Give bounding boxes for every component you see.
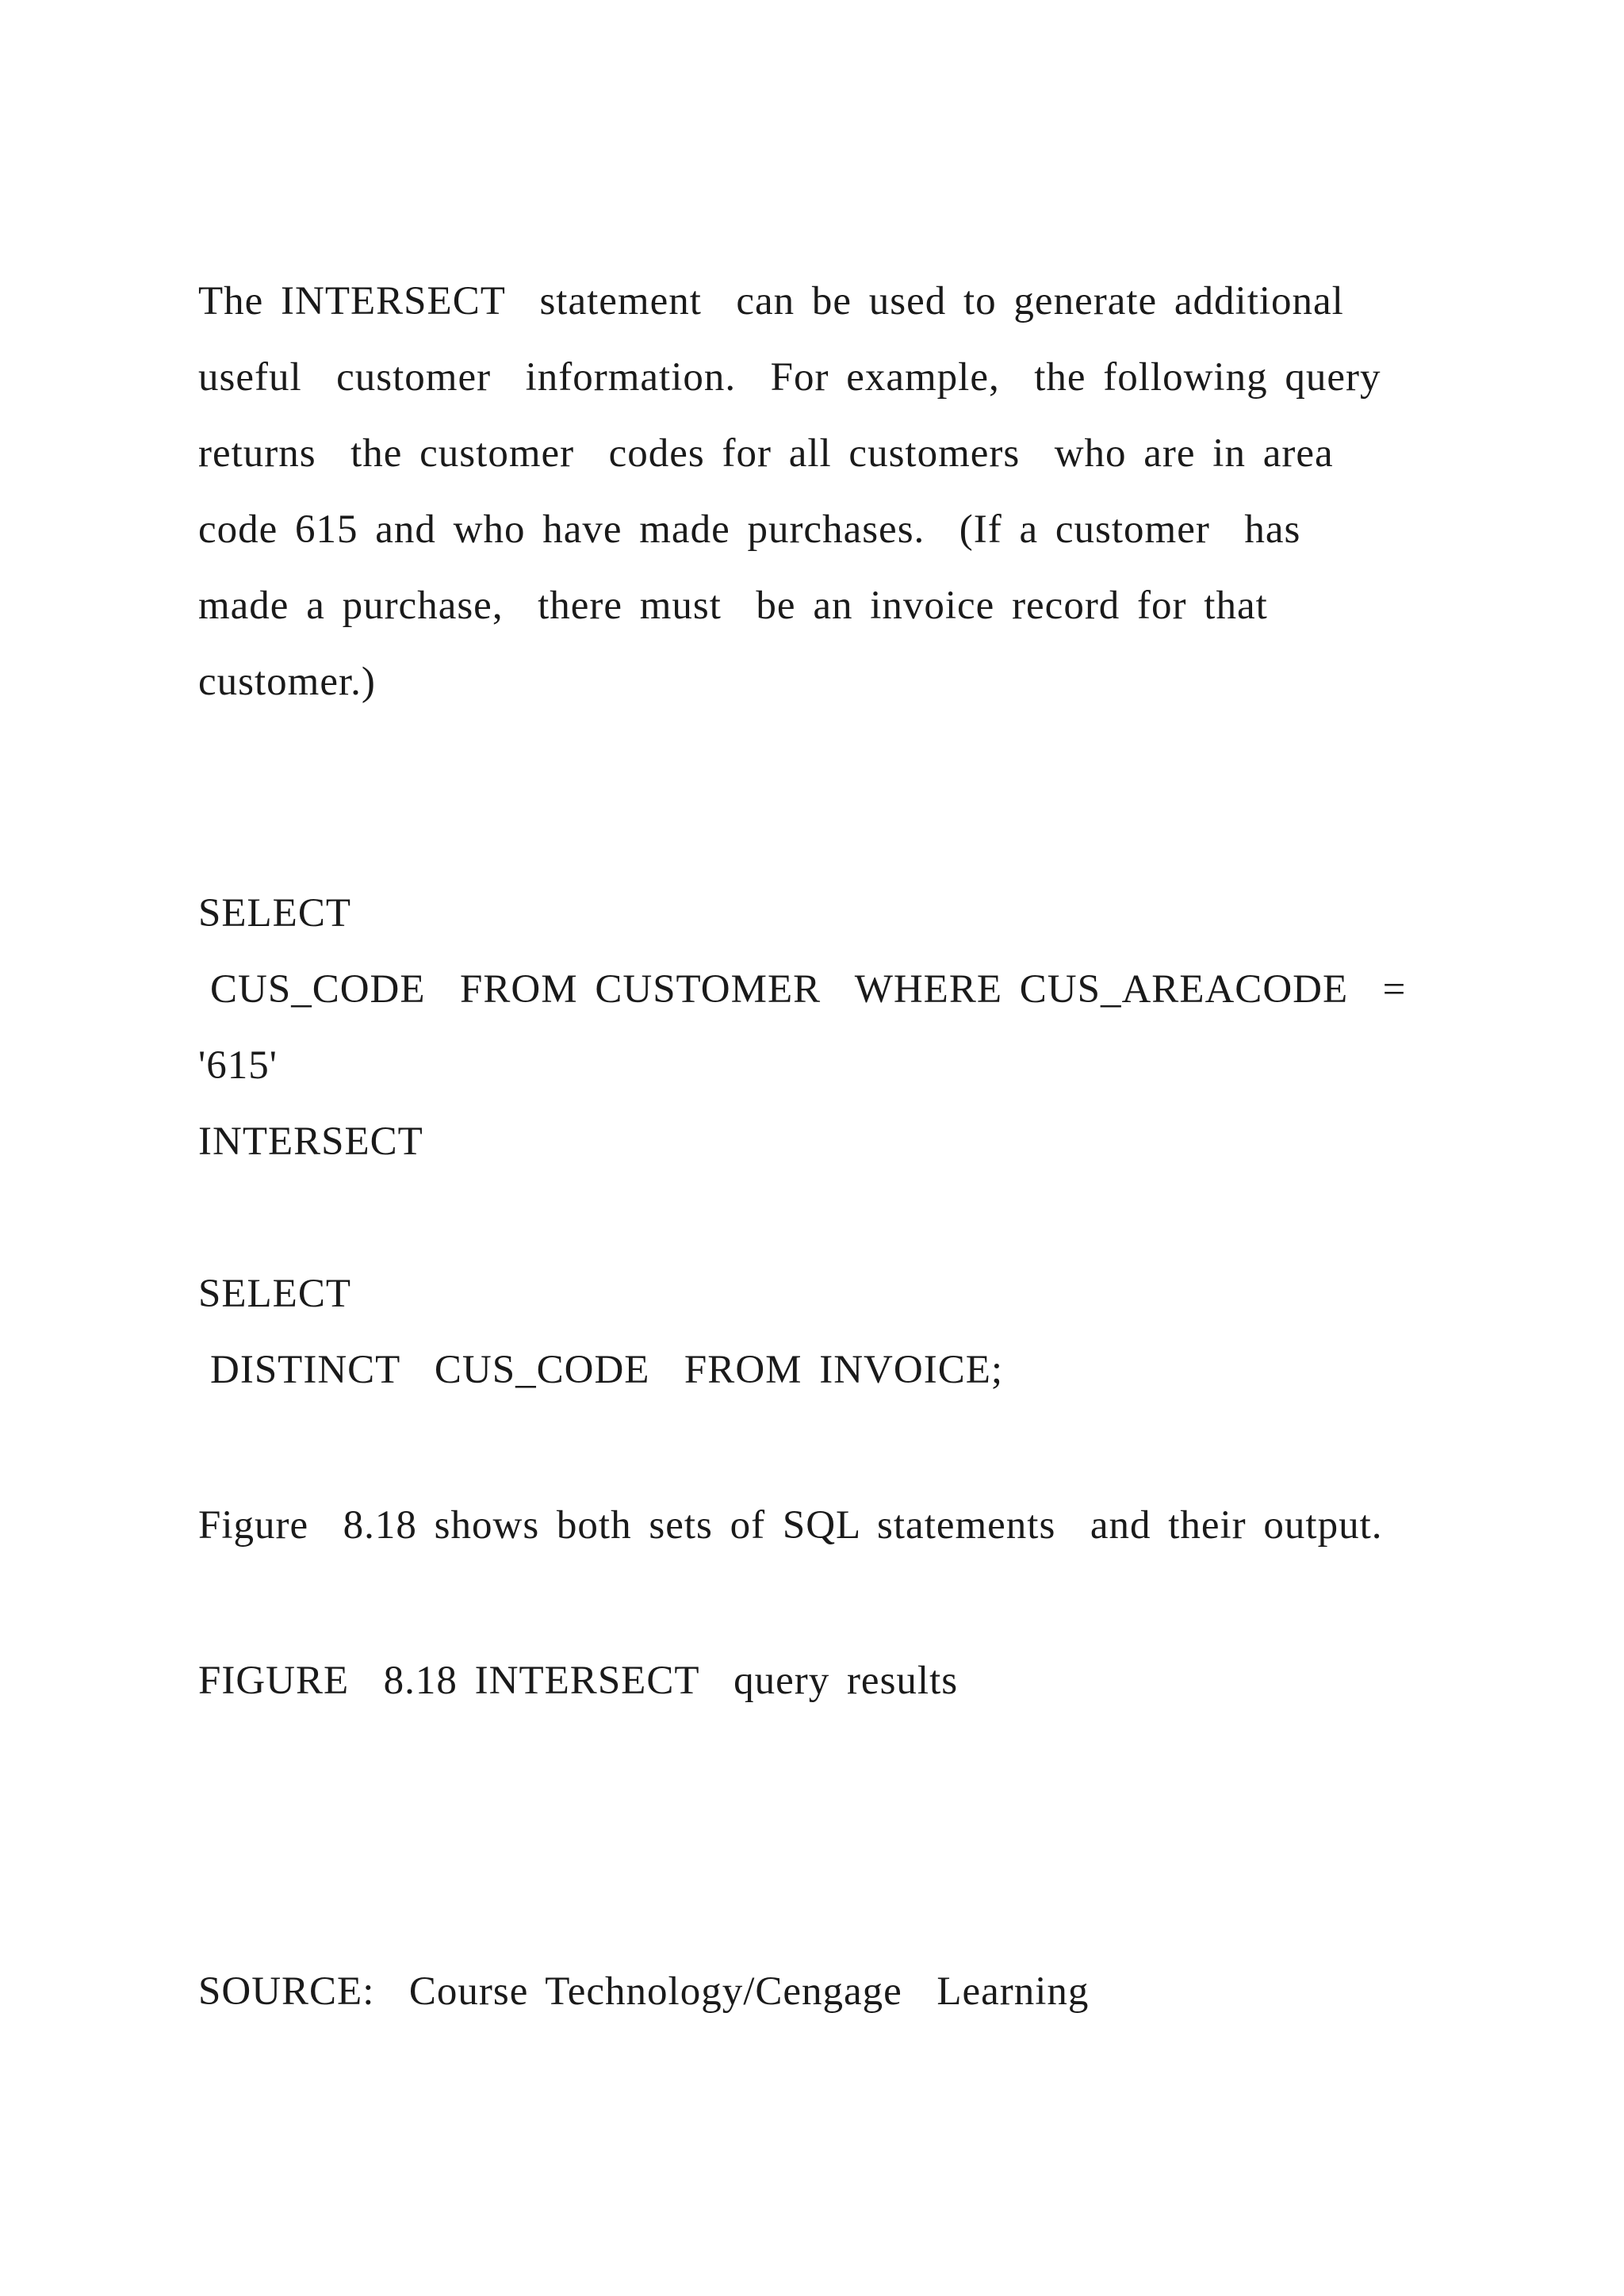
paragraph-line: code 615 and who have made purchases. (If a customer has	[198, 507, 1301, 552]
source-credit: SOURCE: Course Technology/Cengage Learning	[198, 1969, 1090, 2014]
select-clause: CUS_CODE FROM CUSTOMER WHERE CUS_AREACODE =	[210, 967, 1407, 1012]
select-value: '615'	[198, 1043, 278, 1088]
paragraph-line: useful customer information. For example, the following query	[198, 355, 1381, 400]
paragraph-line: returns the customer codes for all customers who are in area	[198, 431, 1334, 476]
paragraph-line: customer.)	[198, 660, 376, 704]
figure-caption: FIGURE 8.18 INTERSECT query results	[198, 1659, 959, 1703]
intersect-keyword: INTERSECT	[198, 1119, 423, 1164]
paragraph-line: made a purchase, there must be an invoice record for that	[198, 584, 1268, 628]
paragraph-line: The INTERSECT statement can be used to generate additional	[198, 279, 1344, 323]
select-clause: DISTINCT CUS_CODE FROM INVOICE;	[210, 1348, 1004, 1392]
figure-reference: Figure 8.18 shows both sets of SQL statements and their output.	[198, 1503, 1383, 1548]
select-keyword: SELECT	[198, 891, 351, 936]
select-keyword: SELECT	[198, 1272, 351, 1316]
